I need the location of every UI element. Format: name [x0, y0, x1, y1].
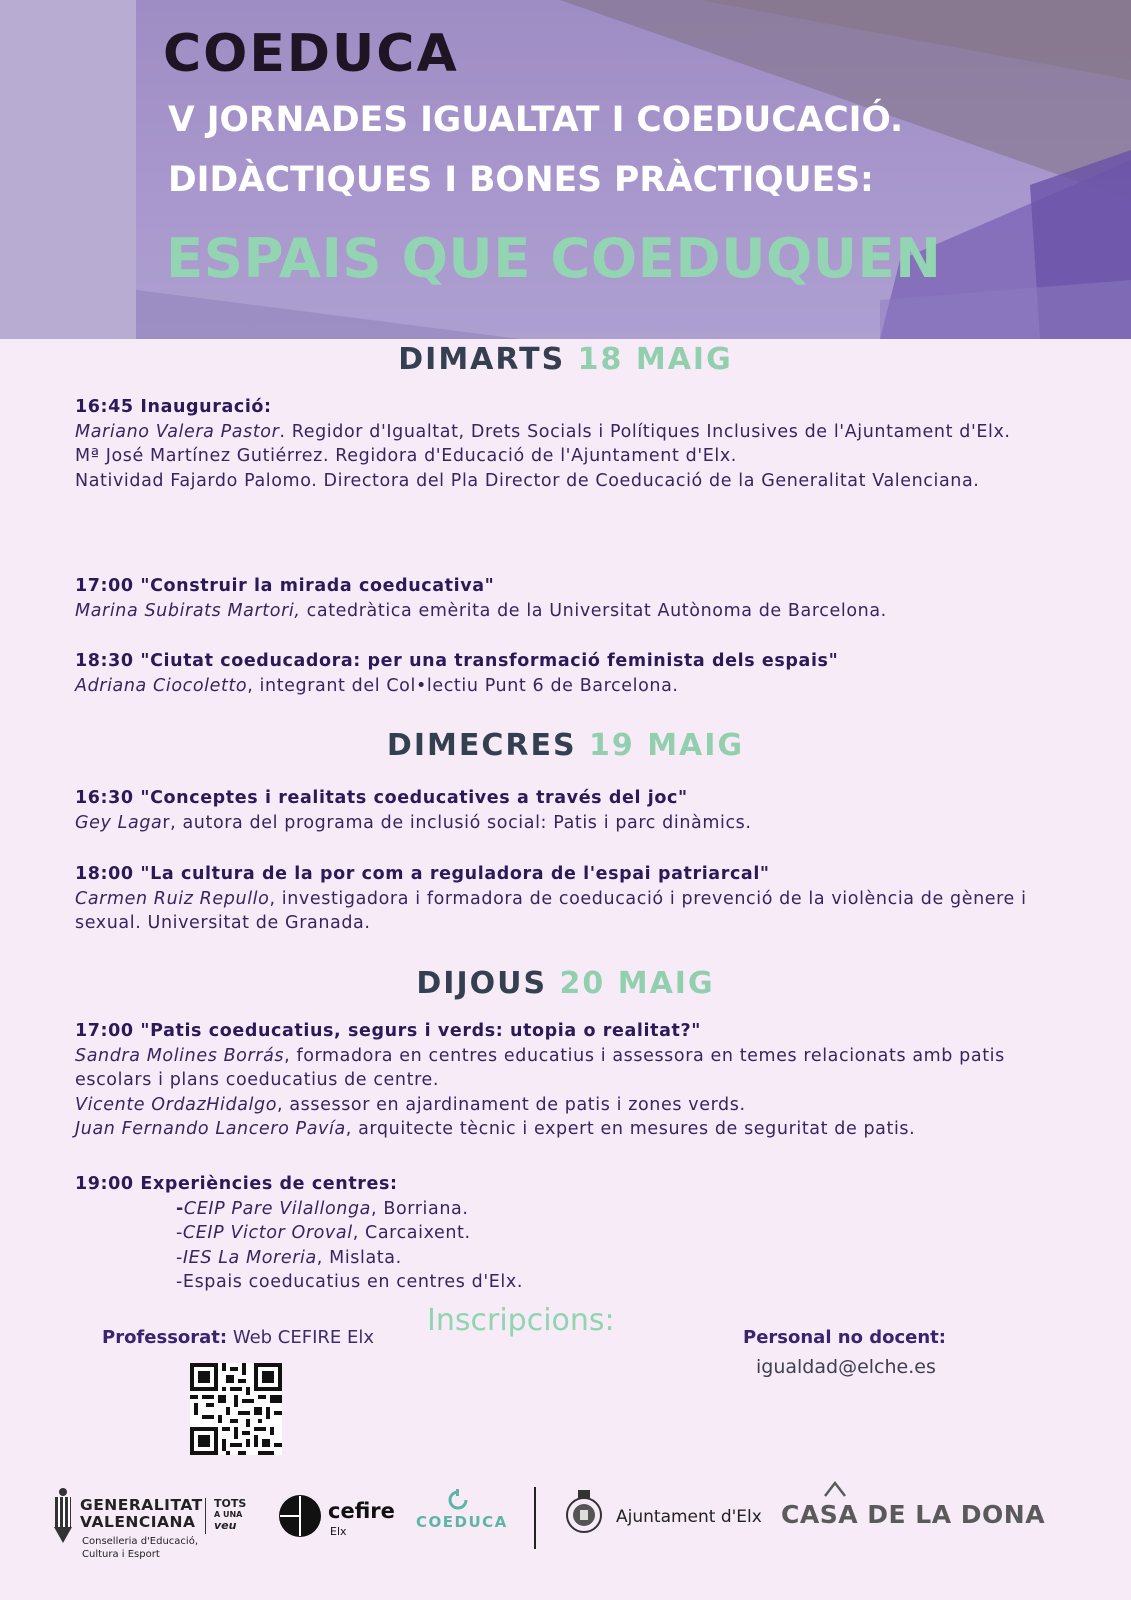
event-time-title: 17:00 "Construir la mirada coeducativa" — [75, 576, 495, 596]
event-time-title: 17:00 "Patis coeducatius, segurs i verds: utopia o realitat?" — [75, 1021, 701, 1041]
centre-name: CEIP Pare Vilallonga — [183, 1198, 372, 1219]
speaker-description: , assessor en ajardinament de patis i zones verds. — [277, 1094, 746, 1115]
ajuntament-elx-crest-icon — [565, 1488, 603, 1538]
teachers-registration — [102, 1327, 374, 1348]
conselleria-name: Conselleria d'Educació, Cultura i Esport — [82, 1536, 199, 1560]
day-date: 20 MAIG — [559, 966, 715, 1001]
teachers-label: Professorat: — [102, 1327, 228, 1348]
day-date: 19 MAIG — [589, 728, 745, 763]
day-heading-dimecres — [0, 728, 1131, 763]
cefire-logo-text: cefire — [328, 1499, 395, 1523]
speaker-name: Sandra Molines Borrás — [75, 1045, 285, 1066]
divider — [534, 1487, 536, 1549]
speaker-name: Juan Fernando Lancero Pavía — [75, 1119, 346, 1139]
speaker-line — [75, 887, 1057, 936]
speaker-description: r, autora del programa de inclusió social: Patis i parc dinàmics. — [162, 812, 752, 833]
day-heading-dijous — [0, 966, 1131, 1001]
event-title-line-2: DIDÀCTIQUES I BONES PRÀCTIQUES: — [168, 160, 874, 200]
speaker-name: Gey Laga — [75, 812, 163, 833]
speaker-line — [75, 1093, 1057, 1118]
event-time-title: 19:00 Experiències de centres: — [75, 1174, 398, 1194]
staff-email[interactable]: igualdad@elche.es — [756, 1356, 936, 1378]
qr-code-icon[interactable] — [190, 1363, 282, 1455]
centre-place: , Carcaixent. — [352, 1223, 471, 1243]
house-roof-icon — [824, 1480, 846, 1498]
event-patis-coeducatius — [75, 1019, 1057, 1142]
day-heading-dimarts — [0, 342, 1131, 377]
centre-place: , Mislata. — [316, 1247, 402, 1268]
event-cultura-por — [75, 862, 1057, 936]
coeduca-logo: COEDUCA — [163, 24, 459, 84]
speaker-line — [75, 420, 1057, 445]
speaker-name: Adriana Ciocoletto — [75, 675, 248, 696]
day-name: DIMECRES — [386, 728, 577, 763]
speaker-name: Marina Subirats Martori, — [75, 600, 301, 621]
speaker-description: , formadora en centres educatius i assessora en temes relacionats amb patis escolars i plans coeducatius de centre. — [75, 1045, 1005, 1090]
speaker-line — [75, 1117, 1057, 1142]
cefire-logo-subtext: Elx — [330, 1525, 347, 1538]
divider — [205, 1498, 206, 1534]
cefire-logo-icon — [278, 1494, 322, 1538]
centre-place: , Borriana. — [371, 1198, 469, 1219]
tots-a-una-veu-logo: TOTS A UNA veu — [214, 1497, 247, 1532]
speaker-line — [75, 811, 1057, 836]
day-date: 18 MAIG — [577, 342, 733, 377]
speaker-line — [75, 599, 1057, 624]
speaker-description: catedràtica emèrita de la Universitat Autònoma de Barcelona. — [300, 600, 887, 621]
centre-item: -CEIP Victor Oroval, Carcaixent. — [176, 1223, 471, 1243]
day-name: DIJOUS — [416, 966, 548, 1001]
event-time-title: 16:45 Inauguració: — [75, 397, 272, 417]
casa-de-la-dona-logo: CASA DE LA DONA — [781, 1500, 1046, 1529]
teachers-value: Web CEFIRE Elx — [227, 1327, 375, 1348]
event-construir-mirada — [75, 574, 1057, 623]
speaker-description: , investigadora i formadora de coeducació i prevenció de la violència de gènere i sexual. Universitat de Granada. — [75, 888, 1027, 933]
centre-item: -IES La Moreria, Mislata. — [176, 1247, 402, 1268]
speaker-line: Natividad Fajardo Palomo. Directora del Pla Director de Coeducació de la Generalitat Valenciana. — [75, 470, 980, 491]
centre-place: Espais coeducatius en centres d'Elx. — [182, 1272, 523, 1292]
speaker-line — [75, 1044, 1057, 1093]
ajuntament-elx-logo-text: Ajuntament d'Elx — [616, 1507, 762, 1527]
speaker-description: , arquitecte tècnic i expert en mesures de seguritat de patis. — [345, 1119, 916, 1139]
speaker-description: , integrant del Col•lectiu Punt 6 de Barcelona. — [247, 675, 679, 696]
generalitat-name: GENERALITAT VALENCIANA — [80, 1496, 203, 1531]
generalitat-shield-icon — [50, 1487, 76, 1545]
event-title-line-1: V JORNADES IGUALTAT I COEDUCACIÓ. — [168, 100, 904, 140]
centre-item: -CEIP Pare Vilallonga, Borriana. — [176, 1198, 469, 1219]
event-inauguracio — [75, 395, 1057, 493]
event-ciutat-coeducadora — [75, 649, 1057, 698]
event-experiencies-centres — [75, 1172, 1057, 1295]
speaker-name: Mariano Valera Pastor — [75, 421, 280, 442]
centre-name: CEIP Victor Oroval — [182, 1223, 353, 1243]
coeduca-small-logo: COEDUCA — [416, 1513, 508, 1531]
speaker-line: Mª José Martínez Gutiérrez. Regidora d'Educació de l'Ajuntament d'Elx. — [75, 446, 737, 466]
staff-label: Personal no docent: — [743, 1327, 946, 1348]
centre-name: IES La Moreria — [182, 1247, 317, 1268]
speaker-description: . Regidor d'Igualtat, Drets Socials i Polítiques Inclusives de l'Ajuntament d'Elx. — [279, 421, 1011, 442]
speaker-line — [75, 674, 1057, 699]
speaker-name: Vicente OrdazHidalgo — [75, 1094, 278, 1115]
event-conceptes-joc — [75, 786, 1057, 835]
header-banner — [0, 0, 1131, 339]
centre-item: -Espais coeducatius en centres d'Elx. — [176, 1272, 523, 1292]
coeduca-small-logo-icon — [448, 1489, 468, 1511]
event-time-title: 18:00 "La cultura de la por com a reguladora de l'espai patriarcal" — [75, 864, 770, 884]
day-name: DIMARTS — [398, 342, 566, 377]
event-subtitle: ESPAIS QUE COEDUQUEN — [166, 226, 942, 290]
registration-heading: Inscripcions: — [427, 1303, 615, 1338]
event-time-title: 18:30 "Ciutat coeducadora: per una transformació feminista dels espais" — [75, 651, 839, 671]
speaker-name: Carmen Ruiz Repullo — [75, 888, 270, 909]
event-time-title: 16:30 "Conceptes i realitats coeducatives a través del joc" — [75, 788, 688, 808]
